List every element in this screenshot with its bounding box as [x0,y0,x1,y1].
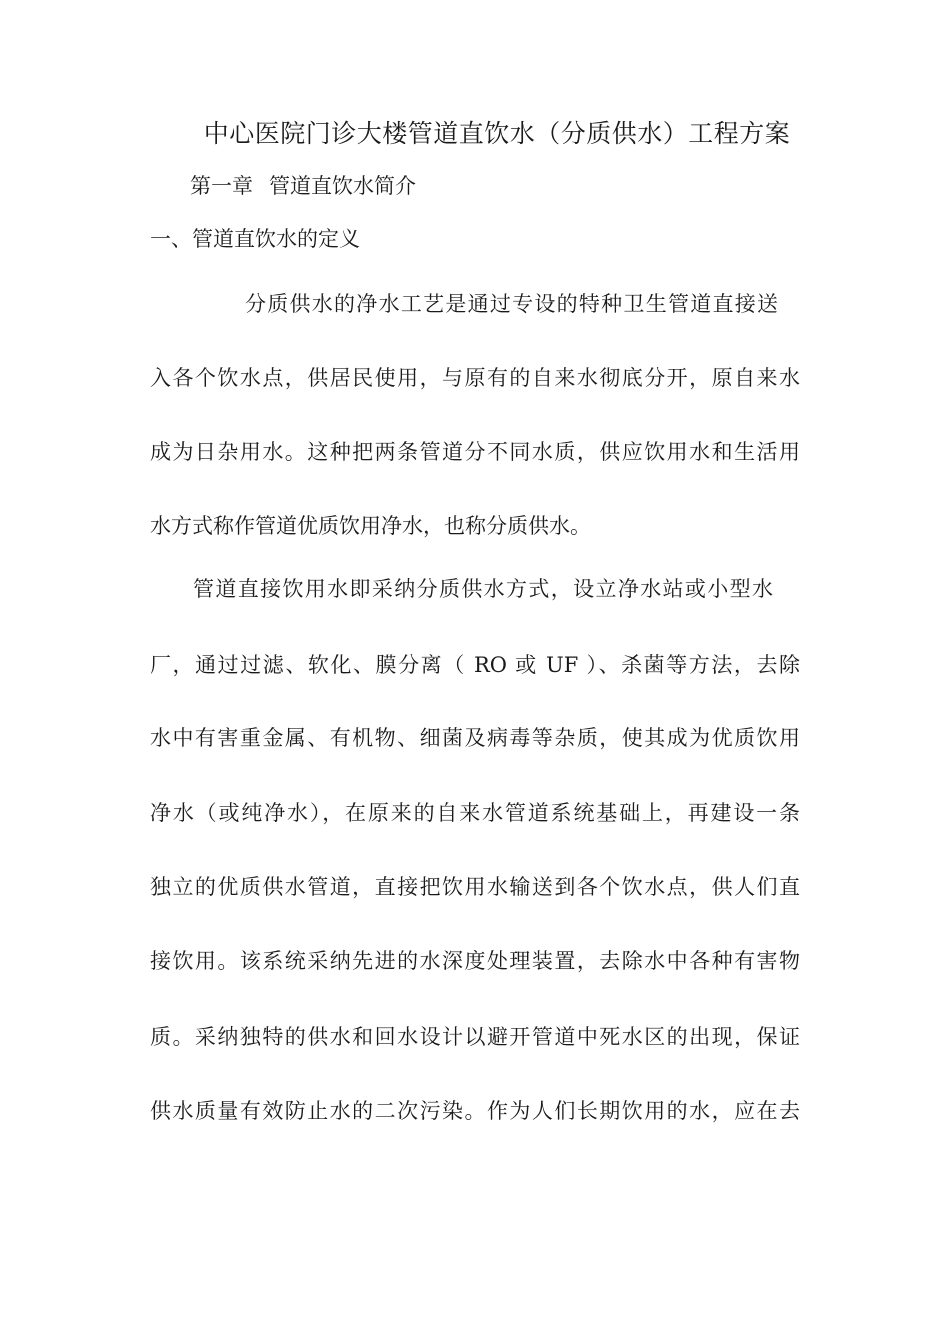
chapter-heading [190,170,416,200]
document-title: 中心医院门诊大楼管道直饮水（分质供水）工程方案 [203,119,791,148]
section-heading: 一、管道直饮水的定义 [150,227,360,251]
paragraph-2-line-1: 管道直接饮用水即采纳分质供水方式，设立净水站或小型水 [193,577,773,601]
paragraph-1-line-2: 入各个饮水点，供居民使用，与原有的自来水彻底分开，原自来水 [150,366,800,390]
chapter-name: 管道直饮水简介 [269,174,416,198]
paragraph-1-line-1: 分质供水的净水工艺是通过专设的特种卫生管道直接送 [245,292,778,316]
chapter-number: 第一章 [190,174,253,198]
paragraph-2-line-6: 接饮用。该系统采纳先进的水深度处理装置，去除水中各种有害物 [150,949,800,973]
paragraph-2-line-2: 厂，通过过滤、软化、膜分离（ RO 或 UF ）、杀菌等方法，去除 [150,653,800,677]
paragraph-1-line-3: 成为日杂用水。这种把两条管道分不同水质，供应饮用水和生活用 [150,440,800,464]
paragraph-2-line-4: 净水（或纯净水），在原来的自来水管道系统基础上，再建设一条 [150,801,800,825]
paragraph-2-line-7: 质。采纳独特的供水和回水设计以避开管道中死水区的出现，保证 [150,1025,800,1049]
paragraph-2-line-5: 独立的优质供水管道，直接把饮用水输送到各个饮水点，供人们直 [150,875,800,899]
paragraph-2-line-3: 水中有害重金属、有机物、细菌及病毒等杂质，使其成为优质饮用 [150,726,800,750]
paragraph-2-line-8: 供水质量有效防止水的二次污染。作为人们长期饮用的水，应在去 [150,1099,800,1123]
paragraph-1-line-4: 水方式称作管道优质饮用净水，也称分质供水。 [150,514,591,538]
